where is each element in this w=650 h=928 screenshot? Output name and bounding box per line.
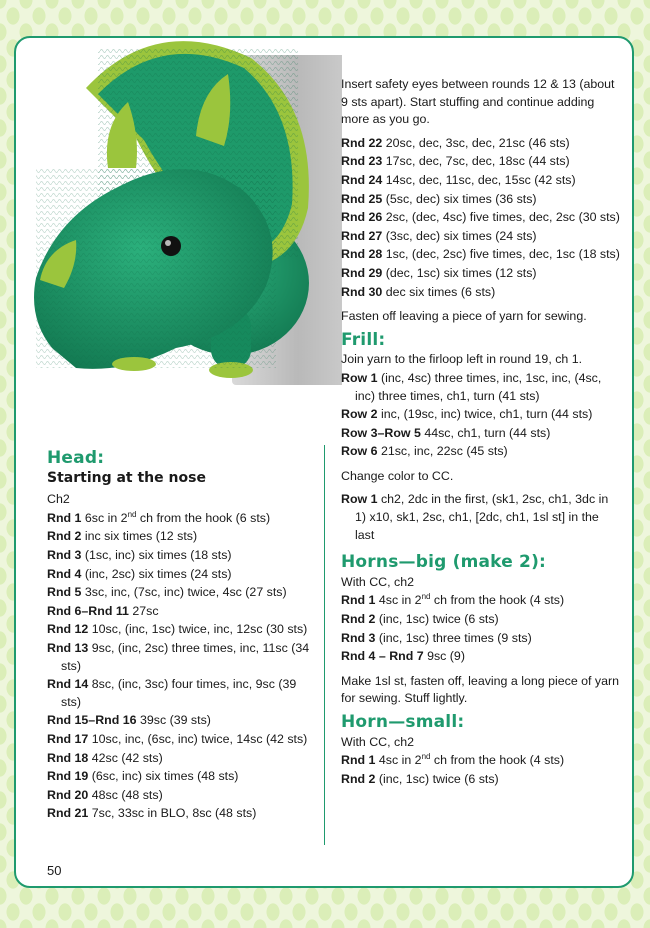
pattern-row: Rnd 1 4sc in 2nd ch from the hook (4 sts): [341, 592, 565, 608]
pattern-row: Rnd 4 (inc, 2sc) six times (24 sts): [47, 566, 232, 581]
left-column: [47, 446, 317, 824]
pattern-row: Rnd 13 9sc, (inc, 2sc) three times, inc, 11sc (34 sts): [47, 640, 310, 673]
page-number: 50: [47, 863, 62, 878]
pattern-row: Rnd 20 48sc (48 sts): [47, 787, 163, 802]
frill-intro: Join yarn to the firloop left in round 19, ch 1.: [341, 352, 583, 367]
pattern-row: Rnd 27 (3sc, dec) six times (24 sts): [341, 228, 537, 243]
pattern-row: Rnd 2 (inc, 1sc) twice (6 sts): [341, 771, 499, 786]
pattern-row: Rnd 26 2sc, (dec, 4sc) five times, dec, 2sc (30 sts): [341, 210, 620, 225]
pattern-row: Row 1 (inc, 4sc) three times, inc, 1sc, inc, (4sc, inc) three times, ch1, turn (41 sts): [341, 370, 602, 403]
column-divider: [324, 445, 325, 845]
pattern-row: Rnd 6–Rnd 11 27sc: [47, 603, 159, 618]
head-subheading: Starting at the nose: [47, 469, 206, 486]
pattern-row: Rnd 2 (inc, 1sc) twice (6 sts): [341, 612, 499, 627]
frill-heading: Frill:: [341, 329, 386, 350]
head-heading: Head:: [47, 448, 105, 468]
horn-small-intro: With CC, ch2: [341, 734, 414, 749]
pattern-row: Rnd 1 4sc in 2nd ch from the hook (4 sts): [341, 752, 565, 768]
pattern-row: Rnd 21 7sc, 33sc in BLO, 8sc (48 sts): [47, 806, 257, 821]
pattern-row: Rnd 29 (dec, 1sc) six times (12 sts): [341, 265, 537, 280]
pattern-row: Rnd 18 42sc (42 sts): [47, 750, 163, 765]
pattern-row: Rnd 23 17sc, dec, 7sc, dec, 18sc (44 sts): [341, 154, 570, 169]
pattern-row: Row 3–Row 5 44sc, ch1, turn (44 sts): [341, 425, 551, 440]
triceratops-photo: [16, 18, 324, 384]
pattern-row: Row 6 21sc, inc, 22sc (45 sts): [341, 444, 508, 459]
pattern-row: Row 1 ch2, 2dc in the first, (sk1, 2sc, ch1, 3dc in 1) x10, sk1, 2sc, ch1, [2dc, ch1, 1sl st] in the last: [341, 492, 609, 542]
horn-small-heading: Horn—small:: [341, 712, 465, 732]
horns-big-heading: Horns—big (make 2):: [341, 552, 547, 573]
pattern-row: Rnd 3 (inc, 1sc) three times (9 sts): [341, 630, 532, 645]
horns-big-intro: With CC, ch2: [341, 574, 414, 589]
pattern-row: Rnd 2 inc six times (12 sts): [47, 529, 198, 544]
pattern-row: Rnd 28 1sc, (dec, 2sc) five times, dec, 1sc (18 sts): [341, 247, 620, 262]
fasten-off-note: Fasten off leaving a piece of yarn for sewing.: [341, 309, 587, 324]
pattern-row: Rnd 3 (1sc, inc) six times (18 sts): [47, 547, 232, 562]
pattern-row: Rnd 14 8sc, (inc, 3sc) four times, inc, 9sc (39 sts): [47, 677, 297, 709]
pattern-row: Rnd 12 10sc, (inc, 1sc) twice, inc, 12sc (30 sts): [47, 622, 308, 637]
pattern-row: Row 2 inc, (19sc, inc) twice, ch1, turn (44 sts): [341, 407, 593, 422]
color-change-note: Change color to CC.: [341, 468, 454, 483]
eyes-instruction: Insert safety eyes between rounds 12 & 13 (about 9 sts apart). Start stuffing and continue adding more as you go.: [341, 77, 615, 127]
pattern-row: Rnd 30 dec six times (6 sts): [341, 284, 496, 299]
pattern-row: Rnd 1 6sc in 2nd ch from the hook (6 sts): [47, 509, 271, 525]
pattern-row: Rnd 19 (6sc, inc) six times (48 sts): [47, 769, 239, 784]
head-rounds-continued: [341, 135, 621, 301]
pattern-row: Rnd 22 20sc, dec, 3sc, dec, 21sc (46 sts): [341, 135, 570, 150]
pattern-row: Rnd 24 14sc, dec, 11sc, dec, 15sc (42 sts): [341, 172, 576, 187]
horns-big-finish: Make 1sl st, fasten off, leaving a long piece of yarn for sewing. Stuff lightly.: [341, 673, 620, 706]
pattern-row: Rnd 17 10sc, inc, (6sc, inc) twice, 14sc (42 sts): [47, 731, 308, 746]
pattern-row: Rnd 25 (5sc, dec) six times (36 sts): [341, 191, 537, 206]
head-start: Ch2: [47, 492, 70, 507]
right-column: [341, 76, 621, 789]
pattern-row: Rnd 15–Rnd 16 39sc (39 sts): [47, 713, 211, 728]
pattern-row: Rnd 4 – Rnd 7 9sc (9): [341, 649, 465, 664]
pattern-row: Rnd 5 3sc, inc, (7sc, inc) twice, 4sc (27 sts): [47, 585, 287, 600]
